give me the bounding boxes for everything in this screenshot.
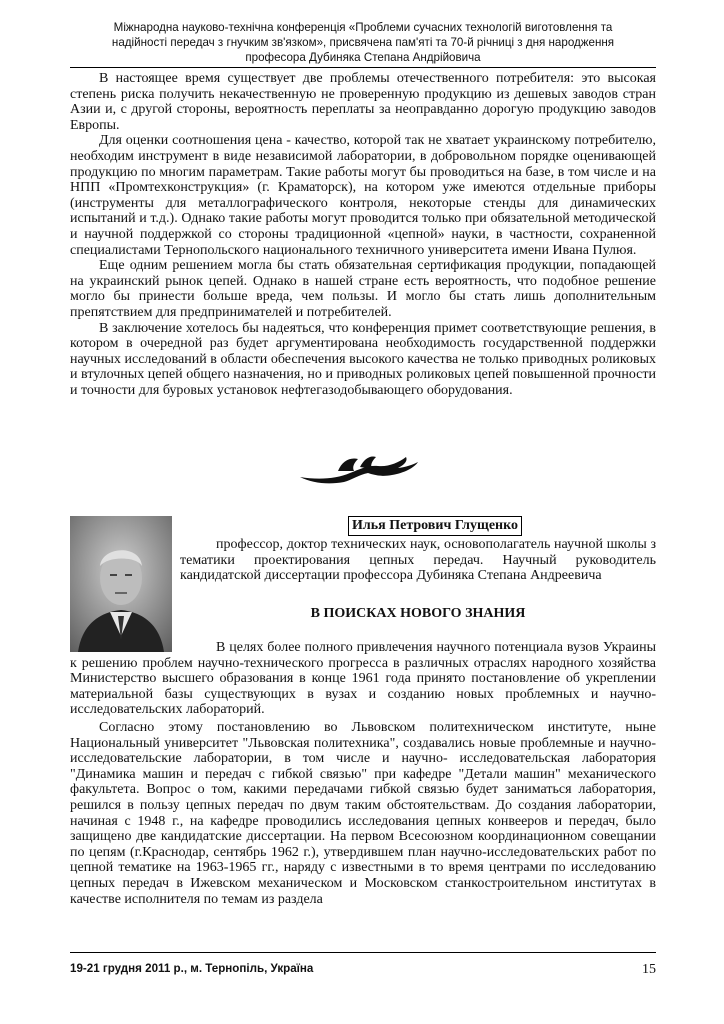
intro-paragraph: В заключение хотелось бы надеяться, что конференция примет соответствующие решения, в котором в очередной раз будет аргументирована необходимость государственной поддержки научных исследований в области обеспечения высокого качества не только приводных роликовых и втулочных цепей общего назначения, но и приводных роликовых цепей повышенной прочности и точности для буровых установок нефтегазодобывающего оборудования. bbox=[70, 320, 656, 398]
article-title: В ПОИСКАХ НОВОГО ЗНАНИЯ bbox=[310, 606, 526, 621]
bird-ornament-divider bbox=[298, 453, 420, 487]
footer-divider-line bbox=[70, 952, 656, 953]
author-name: Илья Петрович Глущенко bbox=[348, 516, 522, 536]
page-number: 15 bbox=[642, 962, 656, 977]
article-paragraph: В целях более полного привлечения научного потенциала вузов Украины к решению проблем научно-технического прогресса в различных отраслях народного хозяйства Министерство высшего образования в конце 1961 года принято постановление об укреплении материальной базы существующих в вузах и созданию новых проблемных и научно-исследовательских лабораторий. bbox=[70, 640, 656, 718]
header-line-2: надійності передач з гнучким зв'язком», присвячена пам'яті та 70-й річниці з дня народження bbox=[111, 36, 615, 49]
header-line-1: Міжнародна науково-технічна конференція «Проблеми сучасних технологій виготовлення та bbox=[113, 21, 613, 34]
header-divider-line bbox=[70, 67, 656, 68]
intro-paragraph: В настоящее время существует две проблемы отечественного потребителя: это высокая степень риска получить некачественную не проверенную продукцию из дешевых заводов стран Азии и, с другой стороны, вероятность переплаты за неоправданно дорогую продукцию заводов Европы. bbox=[70, 71, 656, 133]
intro-text bbox=[70, 71, 656, 398]
article-body bbox=[70, 640, 656, 907]
footer-conference-date: 19-21 грудня 2011 р., м. Тернопіль, Україна bbox=[70, 962, 314, 975]
article-paragraph: Согласно этому постановлению во Львовском политехническом институте, ныне Национальный университет "Львовская политехника", создавались новые проблемные и научно-исследовательские лаборатории, в том числе и научно- исследовательская лаборатория "Динамика машин и передач с гибкой связью" при кафедре "Детали машин" механического факультета. Вопрос о том, какими передачами гибкой связью будет заниматься лаборатория, решился в пользу цепных передач по двум таким обстоятельствам. До создания лаборатории, начиная с 1948 г., на кафедре проводились исследования цепных конвееров и передач, было защищено две кандидатские диссертации. На первом Всесоюзном координационном совещании по цепям (г.Краснодар, сентябрь 1962 г.), утвердившем план научно-исследовательских работ по цепной тематике на 1963-1965 гг., наряду с известными в то время центрами по исследованию цепных передач в Ижевском механическом и Московском станкостроительном институтах в качестве исполнителя по темам из раздела bbox=[70, 719, 656, 907]
intro-paragraph: Для оценки соотношения цена - качество, которой так не хватает украинскому потребителю, необходим инструмент в виде независимой лаборатории, в добровольном порядке оценивающей продукцию по многим параметрам. Такие работы могут бы проводиться на базе, в том числе и на НПП «Промтехконструкция» (г. Краматорск), на котором уже имеются отдельные приборы (инструменты для металлографического контроля, некоторые стенды для динамических испытаний и т.д.). Однако такие работы могут проводится только при обязательной методической и научной поддержкой со стороны традиционной «цепной» науки, в частности, сохраненной специалистами Тернопольского национального техничного университета имени Ивана Пулюя. bbox=[70, 133, 656, 258]
conference-header bbox=[70, 20, 656, 65]
header-line-3: професора Дубиняка Степана Андрійовича bbox=[245, 51, 481, 64]
intro-paragraph: Еще одним решением могла бы стать обязательная сертификация продукции, попадающей на украинский рынок цепей. Однако в нашей стране есть вероятность, что подобное решение могло бы принести больше вреда, чем пользы. И могло бы стать лишь дополнительным препятствием для предпринимателей и потребителей. bbox=[70, 258, 656, 320]
author-bio bbox=[180, 537, 656, 584]
author-portrait-photo bbox=[70, 516, 172, 652]
author-bio-text: профессор, доктор технических наук, основополагатель научной школы з тематики проектирования цепных передач. Научный руководитель кандидатской диссертации профессора Дубиняка Степана Андреевича bbox=[180, 537, 656, 584]
